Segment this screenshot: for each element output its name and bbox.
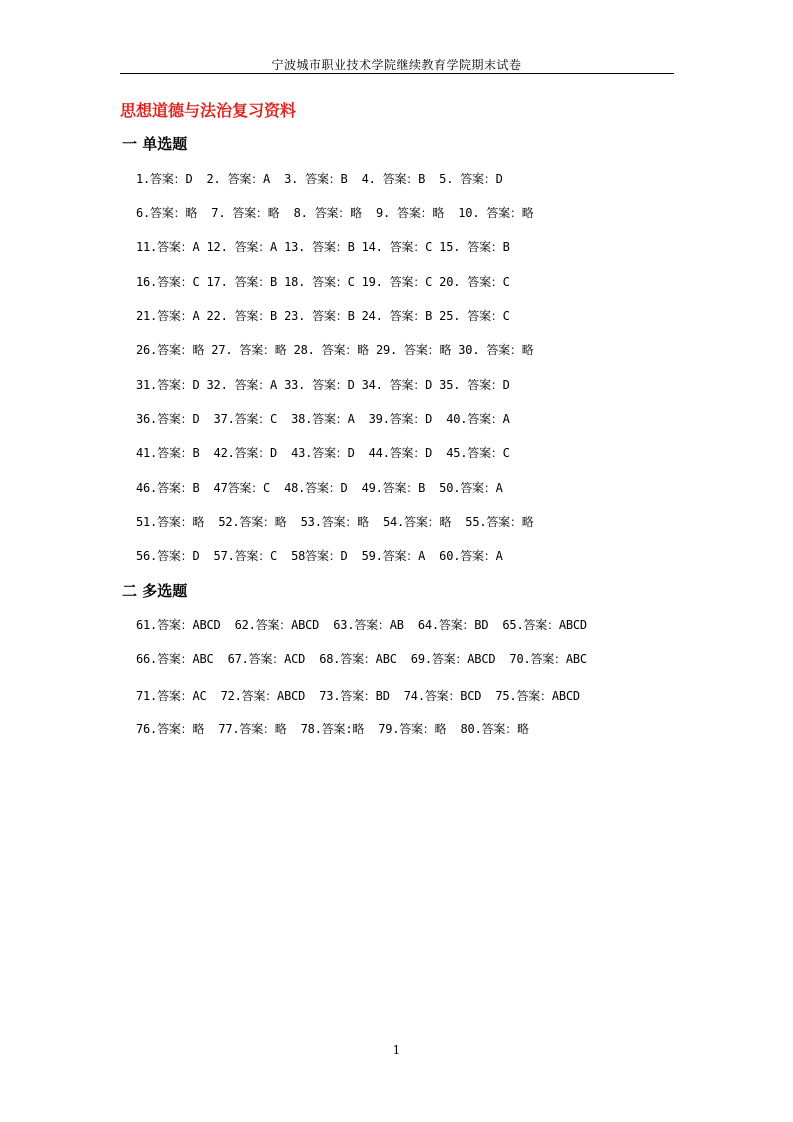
answer-line: 66.答案：ABC 67.答案：ACD 68.答案：ABC 69.答案：ABCD 70.答案：ABC [136, 652, 587, 666]
answer-line: 1.答案：D 2. 答案：A 3. 答案：B 4. 答案：B 5. 答案：D [136, 172, 503, 186]
answer-line: 6.答案：略 7. 答案：略 8. 答案：略 9. 答案：略 10. 答案：略 [136, 206, 534, 220]
answer-line: 21.答案：A 22. 答案：B 23. 答案：B 24. 答案：B 25. 答案：C [136, 309, 510, 323]
page-number: 1 [392, 1043, 401, 1057]
answer-line: 51.答案：略 52.答案：略 53.答案：略 54.答案：略 55.答案：略 [136, 515, 534, 529]
answer-line: 36.答案：D 37.答案：C 38.答案：A 39.答案：D 40.答案：A [136, 412, 510, 426]
section-heading-single-choice: 一 单选题 [122, 135, 188, 153]
answer-line: 31.答案：D 32. 答案：A 33. 答案：D 34. 答案：D 35. 答案：D [136, 378, 510, 392]
answer-line: 41.答案：B 42.答案：D 43.答案：D 44.答案：D 45.答案：C [136, 446, 510, 460]
answer-line: 26.答案：略 27. 答案：略 28. 答案：略 29. 答案：略 30. 答案：略 [136, 343, 534, 357]
answer-line: 76.答案：略 77.答案：略 78.答案:略 79.答案：略 80.答案：略 [136, 722, 529, 736]
header-divider [120, 73, 674, 74]
answer-line: 56.答案：D 57.答案：C 58答案：D 59.答案：A 60.答案：A [136, 549, 503, 563]
section-heading-multiple-choice: 二 多选题 [122, 582, 188, 600]
document-title: 思想道德与法治复习资料 [120, 101, 297, 120]
answer-line: 61.答案：ABCD 62.答案：ABCD 63.答案：AB 64.答案：BD 65.答案：ABCD [136, 618, 587, 632]
answer-line: 46.答案：B 47答案：C 48.答案：D 49.答案：B 50.答案：A [136, 481, 503, 495]
answer-line: 71.答案：AC 72.答案：ABCD 73.答案：BD 74.答案：BCD 75.答案：ABCD [136, 689, 580, 703]
answer-line: 11.答案：A 12. 答案：A 13. 答案：B 14. 答案：C 15. 答案：B [136, 240, 510, 254]
page-header-text: 宁波城市职业技术学院继续教育学院期末试卷 [271, 58, 522, 72]
answer-line: 16.答案：C 17. 答案：B 18. 答案：C 19. 答案：C 20. 答案：C [136, 275, 510, 289]
